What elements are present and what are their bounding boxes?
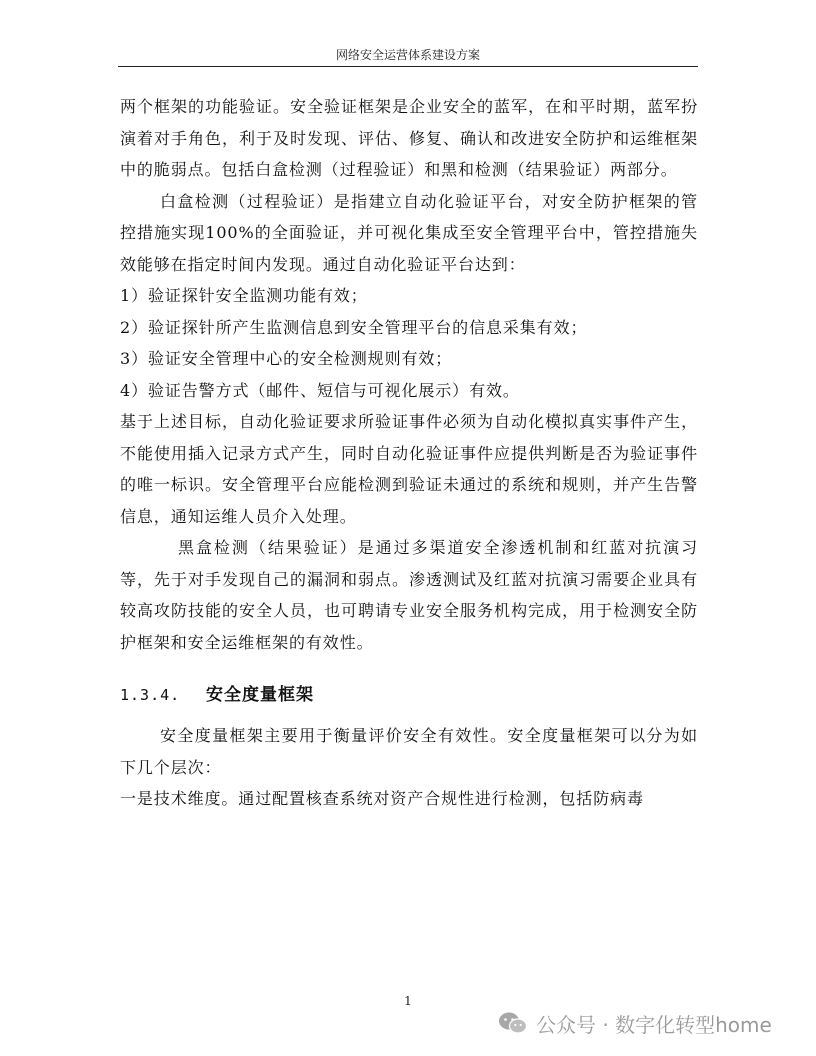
wechat-icon [498,1011,528,1035]
paragraph: 白盒检测（过程验证）是指建立自动化验证平台，对安全防护框架的管控措施实现100%的全面验证，并可视化集成至安全管理平台中，管控措施失效能够在指定时间内发现。通过自动化验证平台达到： [120,191,698,274]
watermark-text: 公众号 · 数字化转型home [536,1012,772,1037]
section-number: 1.3.4. [120,686,181,704]
paragraph: 黑盒检测（结果验证）是通过多渠道安全渗透机制和红蓝对抗演习等，先于对手发现自己的漏洞和弱点。渗透测试及红蓝对抗演习需要企业具有较高攻防技能的安全人员，也可聘请专业安全服务机构完成，用于检测安全防护框架和安全运维框架的有效性。 [120,538,698,652]
watermark [498,1008,772,1038]
section-title: 安全度量框架 [206,685,314,705]
list-item: 4）验证告警方式（邮件、短信与可视化展示）有效。 [120,380,520,400]
document-body [120,91,698,815]
paragraph: 两个框架的功能验证。安全验证框架是企业安全的蓝军，在和平时期，蓝军扮演着对手角色，利于及时发现、评估、修复、确认和改进安全防护和运维框架中的脆弱点。包括白盒检测（过程验证）和黑和检测（结果验证）两部分。 [120,97,698,179]
paragraph: 安全度量框架主要用于衡量评价安全有效性。安全度量框架可以分为如下几个层次： [120,726,698,777]
paragraph: 基于上述目标，自动化验证要求所验证事件必须为自动化模拟真实事件产生，不能使用插入记录方式产生，同时自动化验证事件应提供判断是否为验证事件的唯一标识。安全管理平台应能检测到验证未通过的系统和规则，并产生告警信息，通知运维人员介入处理。 [120,412,698,526]
section-heading [120,679,698,711]
list-item: 3）验证安全管理中心的安全检测规则有效； [120,349,453,368]
page-number: 1 [404,994,412,1008]
running-header: 网络安全运营体系建设方案 [335,48,480,62]
list-item: 2）验证探针所产生监测信息到安全管理平台的信息采集有效； [120,317,588,337]
verification-list [120,280,698,406]
paragraph: 一是技术维度。通过配置核查系统对资产合规性进行检测，包括防病毒 [120,789,644,808]
header-divider [118,66,698,67]
list-item: 1）验证探针安全监测功能有效； [120,286,368,305]
